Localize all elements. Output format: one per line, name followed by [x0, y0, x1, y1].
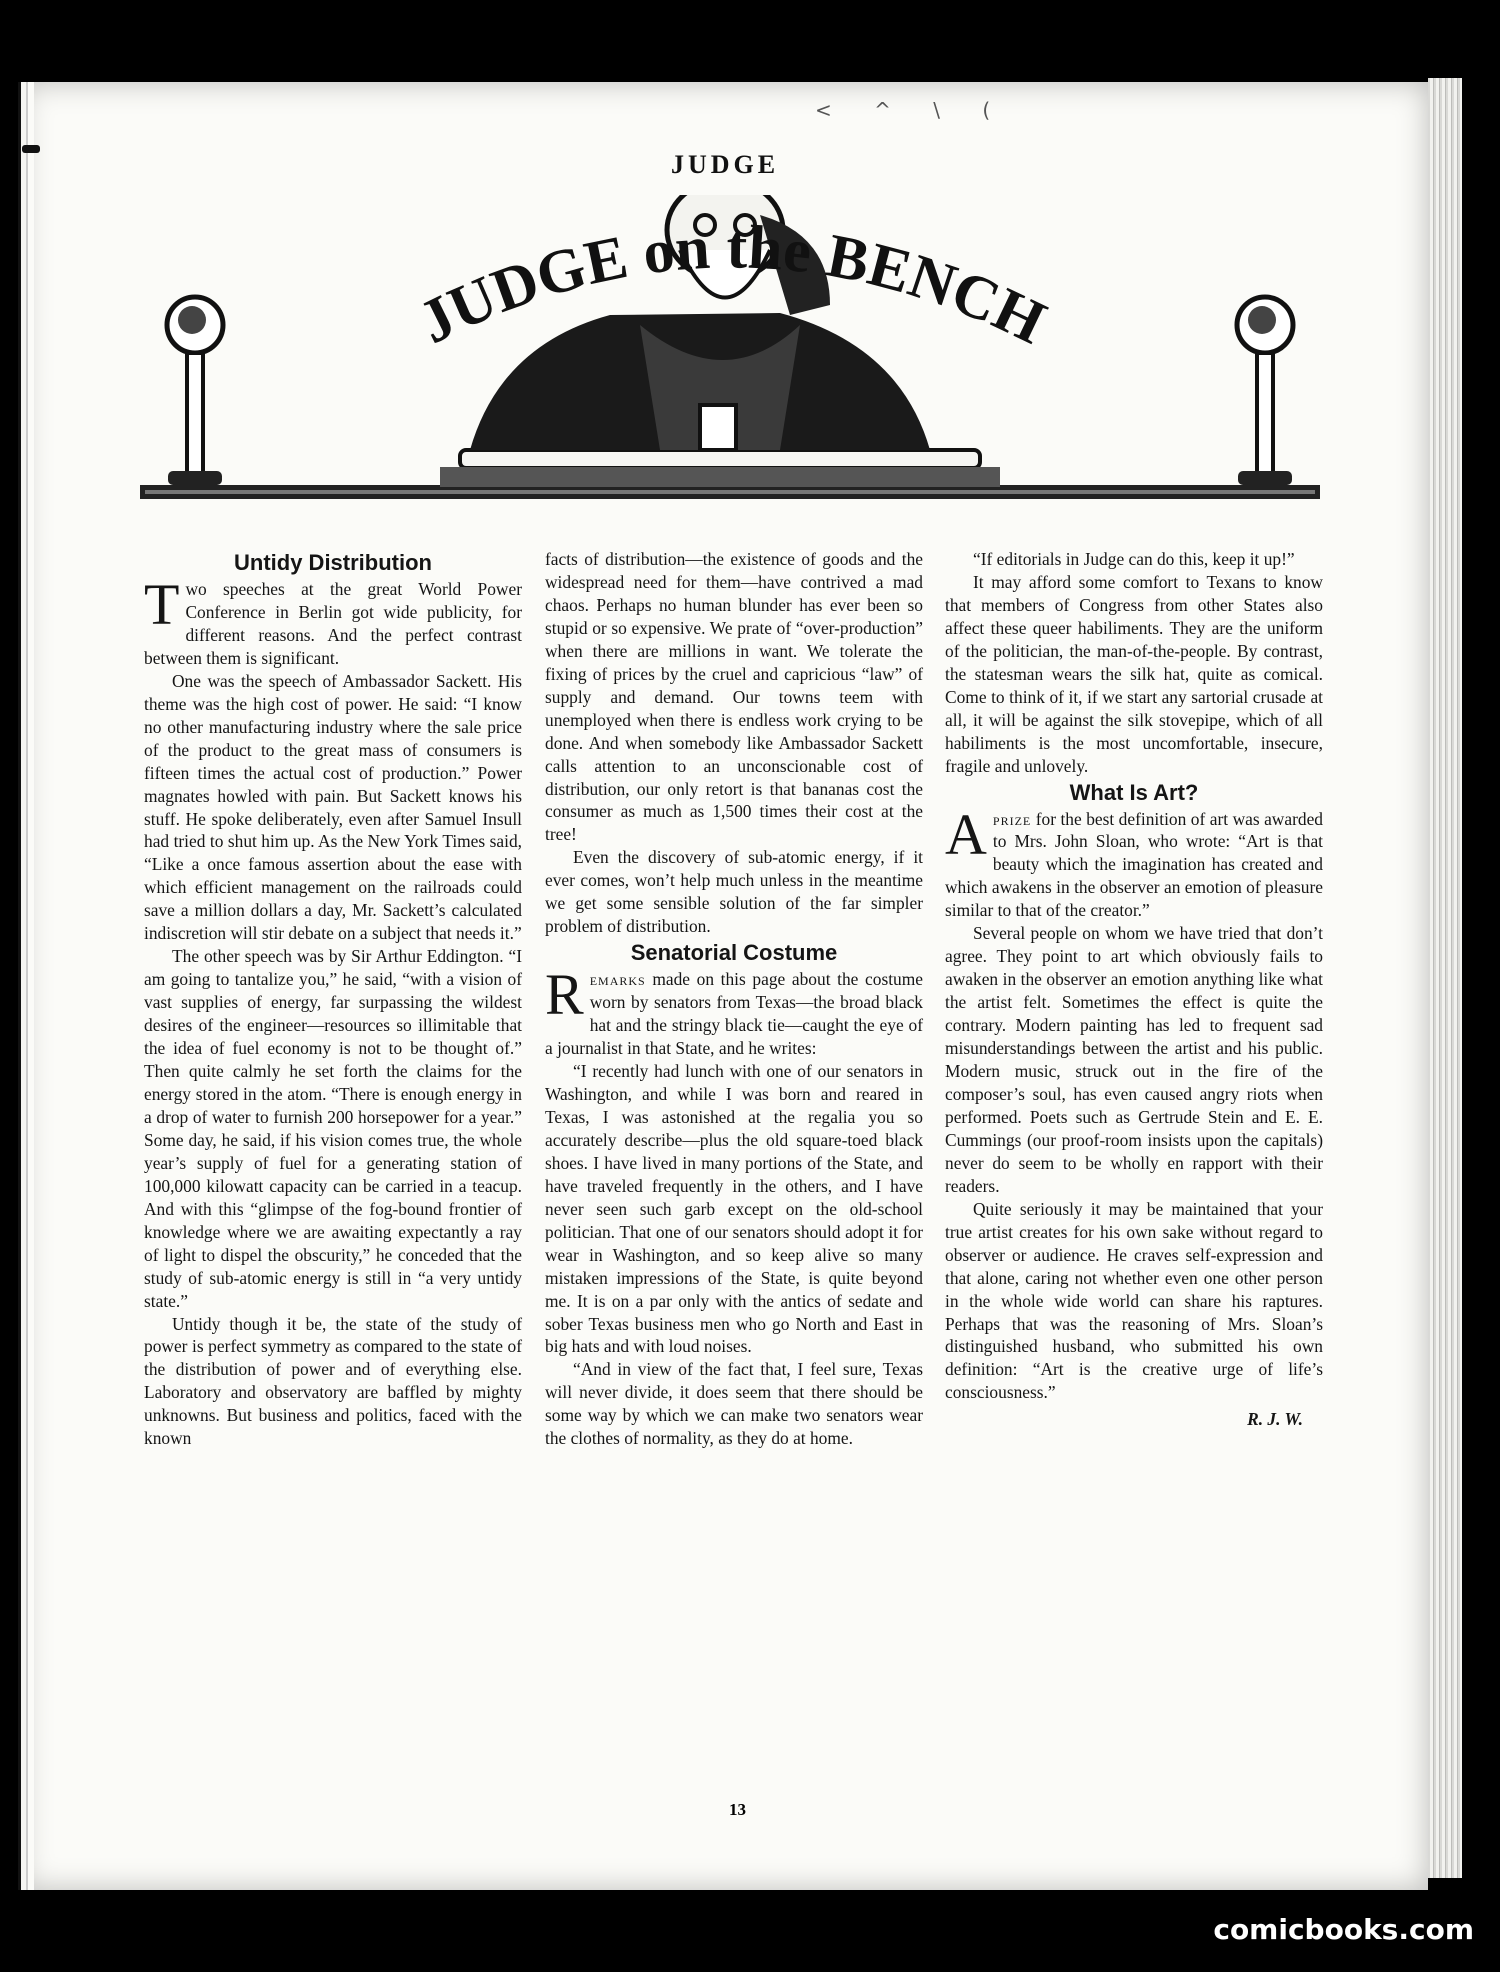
paragraph-text: made on this page about the costume worn by senators from Texas—the broad black hat and the stringy black tie—caught the eye of a journalist in that State, and he writes:	[545, 969, 923, 1059]
binding-edge	[18, 82, 34, 1890]
drop-cap: T	[144, 572, 180, 637]
article-paragraph	[144, 572, 522, 670]
paragraph-text: Even the discovery of sub-atomic energy, if it ever comes, won’t help much unless in the meantime we get some sensible solution of the far simpler problem of distribution.	[545, 847, 923, 937]
paragraph-text: wo speeches at the great World Power Conference in Berlin got wide publicity, for different reasons. And the perfect contrast between them is significant.	[144, 579, 522, 668]
lead-word: prize	[992, 808, 1032, 829]
paragraph-text: Untidy though it be, the state of the study of power is perfect symmetry as compared to the state of the distribution of power and of everything else. Laboratory and observatory are baffled by mighty unknowns. But business and politics, faced with the known	[144, 1313, 522, 1449]
article-column-2	[545, 548, 923, 1450]
paragraph-text: “If editorials in Judge can do this, keep it up!”	[973, 549, 1295, 569]
paragraph-text: One was the speech of Ambassador Sackett. His theme was the high cost of power. He said: “I know no other manufacturing industry where the sale price of the product to the great mass of consumers is fifteen times the actual cost of production.” Power magnates howled with pain. But Sackett knows his stuff. He spoke deliberately, even after Samuel Insull had tried to shut him up. As the New York Times said, “Like a once famous assertion about the ease with which efficient management on the railroads could save a million dollars a day, Mr. Sackett’s calculated indiscretion will stir debate on a subject that needs it.”	[144, 670, 522, 944]
paragraph-text: Quite seriously it may be maintained that your true artist creates for his own sake without regard to observer or audience. He craves self-expression and that alone, caring not whether even one other person in the whole wide world can share his raptures. Perhaps that was the reasoning of Mrs. Sloan’s distinguished husband, who submitted his own definition: “Art is the creative urge of life’s consciousness.”	[945, 1198, 1323, 1403]
article-paragraph	[545, 548, 923, 846]
paragraph-text: “And in view of the fact that, I feel sure, Texas will never divide, it does seem that there should be some way by which we can make two senators wear the clothes of normality, as they do at home.	[545, 1359, 923, 1449]
article-paragraph	[945, 801, 1323, 923]
lamp-left-icon	[167, 297, 223, 485]
drop-cap: A	[945, 801, 987, 867]
article-paragraph	[945, 548, 1323, 571]
article-paragraph	[144, 945, 522, 1312]
article-paragraph	[545, 1060, 923, 1358]
article-paragraph	[945, 922, 1323, 1197]
article-paragraph	[144, 1313, 522, 1451]
article-paragraph	[945, 571, 1323, 778]
pencil-marginalia: < ^ \ (	[815, 98, 1009, 122]
masthead-title: JUDGE on the BENCH	[408, 213, 1056, 358]
paragraph-text: The other speech was by Sir Arthur Eddington. “I am going to tantalize you,” he said, “with a vision of vast supplies of energy, far surpassing the wildest desires of the engineer—resources so illimitable that the idea of fuel economy is not to be thought of.” Then quite calmly he set forth the claims for the energy stored in the atom. “There is enough energy in a drop of water to furnish 200 horsepower for a year.” Some day, he said, if his vision comes true, the whole year’s supply of fuel for a generating station of 100,000 kilowatt capacity can be carried in a teacup. And with this “glimpse of the fog-bound frontier of knowledge where we are awaiting expectantly a ray of light to dispel the obscurity,” he conceded that the study of sub-atomic energy is still in “a very untidy state.”	[144, 946, 522, 1311]
page-edge-stack	[1428, 78, 1462, 1878]
article-column-3	[945, 548, 1323, 1431]
watermark: comicbooks.com	[1213, 1913, 1474, 1946]
masthead-illustration	[140, 195, 1320, 515]
article-headline: Senatorial Costume	[630, 940, 838, 966]
drop-cap: R	[545, 962, 584, 1028]
paragraph-text: facts of distribution—the existence of goods and the widespread need for them—have contrived a mad chaos. Perhaps no human blunder has ever been so stupid or so expensive. We prate of “over-production” when there are millions in want. We tolerate the fixing of prices by the cruel and capricious “law” of supply and demand. Our towns teem with unemployed when there is endless work crying to be done. And when somebody like Ambassador Sackett calls attention to an unconscionable cost of distribution, our only retort is that bananas cost the consumer as much as 1,500 times their cost at the tree!	[545, 549, 923, 845]
article-paragraph	[545, 1358, 923, 1450]
article-paragraph	[545, 846, 923, 938]
author-signature: R. J. W.	[1247, 1409, 1303, 1430]
article-paragraph	[144, 670, 522, 945]
lead-word: emarks	[589, 969, 646, 990]
paragraph-text: Several people on whom we have tried that don’t agree. They point to art which obviously fails to awaken in the observer an emotion anything like what the artist felt. Sometimes the effect is quite the contrary. Modern painting has led to frequent sad misunderstandings between the artist and his public. Modern music, struck out in the fire of the composer’s soul, has even caused angry riots when performed. Poets such as Gertrude Stein and E. E. Cummings (our proof-room insists upon the capitals) never do seem to be wholly en rapport with their readers.	[945, 923, 1323, 1196]
article-headline: What Is Art?	[1069, 779, 1199, 805]
lamp-right-icon	[1237, 297, 1293, 485]
paragraph-text: “I recently had lunch with one of our senators in Washington, and while I was born and reared in Texas, I was astonished at the regalia you so accurately describe—plus the old square-toed black shoes. I have lived in many portions of the State, and have traveled frequently in the others, and I have never seen such garb except on the old-school politician. That one of our senators should adopt it for wear in Washington, and so keep alive so many mistaken impressions of the State, is quite beyond me. It is on a par only with the antics of sedate and sober Texas business men who go North and East in big hats and with loud noises.	[545, 1061, 923, 1357]
article-paragraph	[945, 1198, 1323, 1405]
paragraph-text: It may afford some comfort to Texans to know that members of Congress from other States also affect these queer habiliments. They are the uniform of the politician, the man-of-the-people. By contrast, the statesman wears the silk hat, quite as comical. Come to think of it, if we start any sartorial crusade at all, it will be against the silk stovepipe, which of all habiliments is the most uncomfortable, insecure, fragile and unlovely.	[945, 571, 1323, 776]
article-paragraph	[545, 962, 923, 1060]
paragraph-text: for the best definition of art was awarded to Mrs. John Sloan, who wrote: “Art is that beauty which the imagination has created and which awakens in the observer an emotion of pleasure similar to that of the creator.”	[945, 808, 1323, 921]
article-column-1	[144, 548, 522, 1450]
bench-icon	[140, 450, 1320, 499]
article-headline: Untidy Distribution	[234, 550, 432, 575]
magazine-name: JUDGE	[670, 150, 780, 179]
page-number: 13	[729, 1800, 746, 1819]
